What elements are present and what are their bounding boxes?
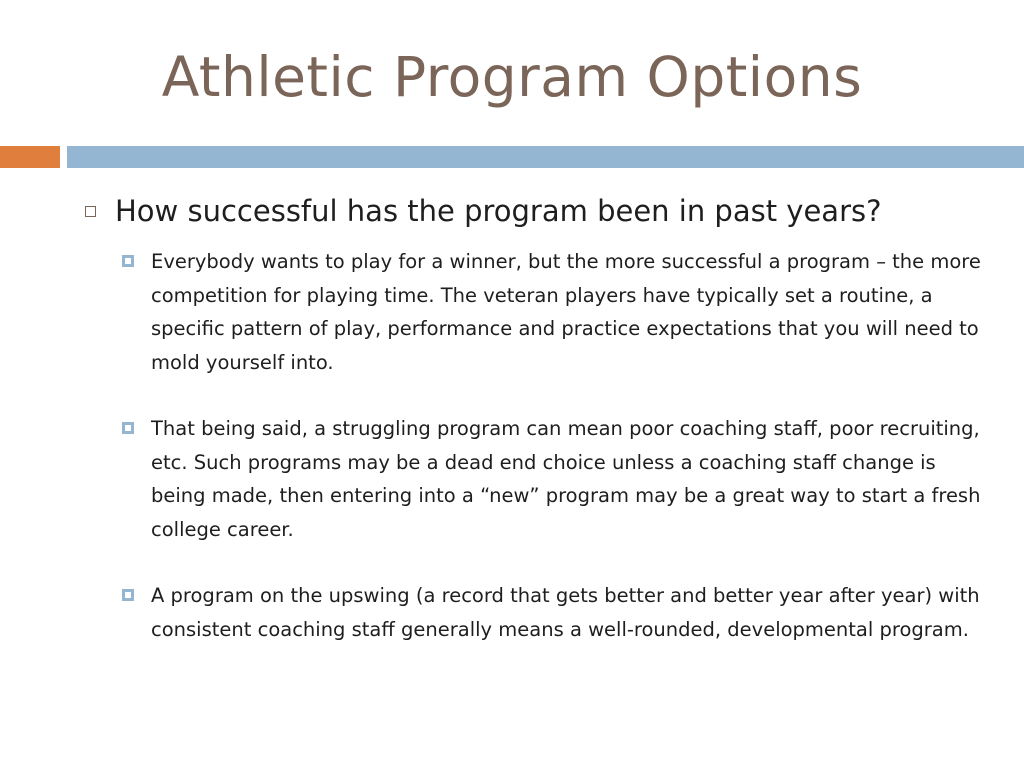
filled-square-bullet-icon [122, 255, 134, 267]
sub-bullet-text: A program on the upswing (a record that gets better and better year after year) with consistent coaching staff generally means a well-rounded, developmental program. [151, 584, 980, 641]
sub-bullet-text: Everybody wants to play for a winner, but the more successful a program – the more competition for playing time. The veteran players have typically set a routine, a specific pattern of play, performance and practice expectations that you will need to mold yourself into. [151, 250, 981, 374]
sub-bullet-text: That being said, a struggling program can mean poor coaching staff, poor recruiting, etc. Such programs may be a dead end choice unless a coaching staff change is being made, then entering into a “new” program may be a great way to start a fresh college career. [151, 417, 981, 541]
filled-square-bullet-icon [122, 422, 134, 434]
hollow-square-bullet-icon [85, 206, 96, 217]
filled-square-bullet-icon [122, 589, 134, 601]
slide-title: Athletic Program Options [161, 45, 863, 109]
main-bullet-text: How successful has the program been in past years? [115, 194, 882, 228]
